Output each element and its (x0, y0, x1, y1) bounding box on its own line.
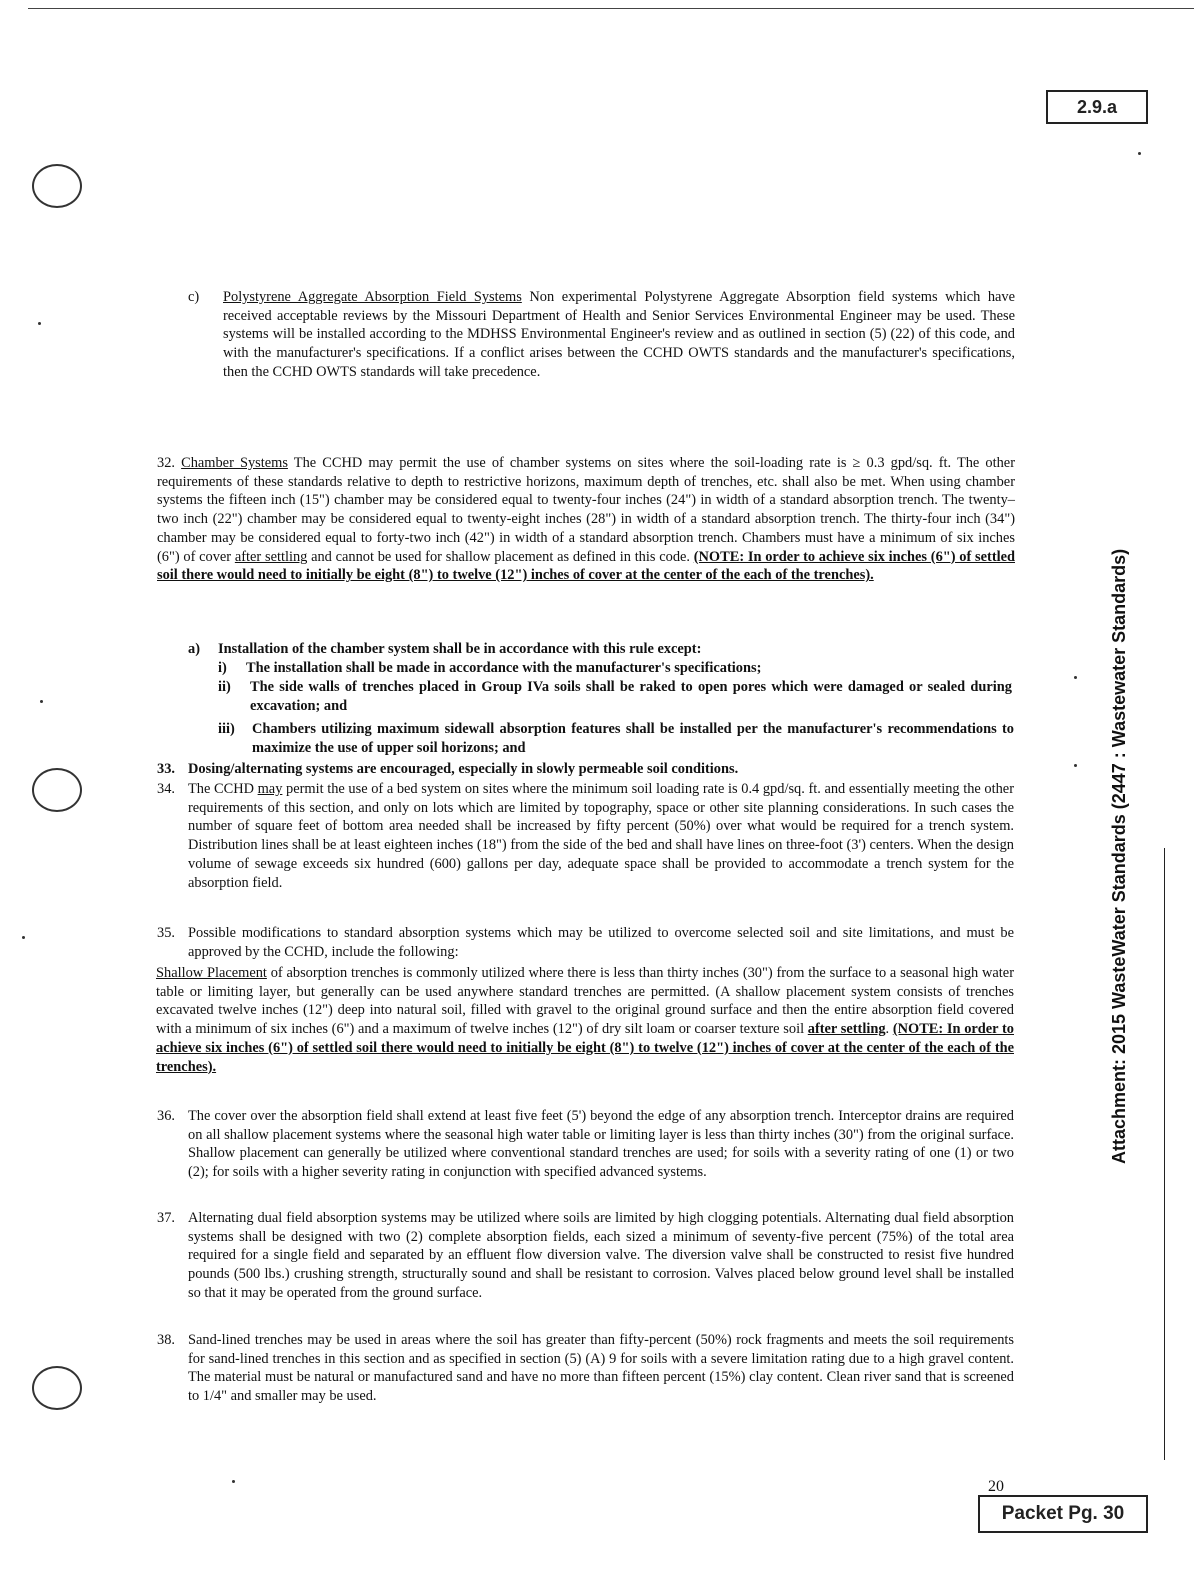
section-36-number: 36. (157, 1108, 175, 1124)
section-32ii-text: The side walls of trenches placed in Group IVa soils shall be raked to open pores which were damaged or sealed during excavation; and (250, 679, 1012, 714)
section-c-text: Non experimental Polystyrene Aggregate Absorption field systems which have received acceptable reviews by the Missouri Department of Health and Senior Services Environmental Engineer may be used. These systems will be installed according to the MDHSS Environmental Engineer's review and as outlined in section (5) (22) of this code, and with the manufacturer's specifications. If a conflict arises between the CCHD OWTS standards and the manufacturer's specifications, then the CCHD OWTS standards will take precedence. (223, 289, 1015, 380)
section-32-heading: Chamber Systems (181, 455, 288, 471)
section-33-text: Dosing/alternating systems are encouraged, especially in slowly permeable soil conditions. (188, 761, 739, 777)
section-32iii-text: Chambers utilizing maximum sidewall absorption features shall be installed per the manufacturer's recommendations to maximize the use of upper soil horizons; and (252, 721, 1014, 756)
section-32-paragraph (157, 454, 1015, 585)
section-c-paragraph (223, 288, 1015, 382)
section-34-text-a: The CCHD (188, 781, 258, 797)
section-34-may: may (257, 781, 283, 797)
shallow-placement-heading: Shallow Placement (156, 965, 267, 981)
section-33-number: 33. (157, 761, 175, 777)
section-32-text-a: The CCHD may permit the use of chamber systems on sites where the soil-loading rate is ≥ 0.3 gpd/sq. ft. The other requirements of these standards relative to depth to restrictive horizons, maximum depth of trenches, etc. shall also be met. When using chamber systems the fifteen inch (15") chamber may be considered equal to twenty-four inches (24") in width of a standard absorption trench. The twenty–two inch (22") chamber may be considered equal to twenty-eight inches (28") in width of a standard absorption trench. The thirty-four inch (34") chamber may be considered equal to forty-two inch (42") in width of a standard absorption trench. Chambers must have a minimum of six inches (6") of cover (157, 455, 1015, 565)
section-c-heading: Polystyrene Aggregate Absorption Field Systems (223, 289, 522, 305)
attachment-sidebar-label: Attachment: 2015 WasteWater Standards (2447 : Wastewater Standards) (1109, 548, 1129, 1164)
section-38-number: 38. (157, 1332, 175, 1348)
section-37-text: Alternating dual field absorption systems may be utilized where soils are limited by high clogging potentials. Alternating dual field absorption systems shall be designed with two (2) complete absorption fields, each sized a minimum of seventy-five percent (75%) of the total area required for a single field and separated by an effluent flow diversion valve. The diversion valve shall be constructed to resist five hundred pounds (500 lbs.) crushing strength, structurally sound and shall be resistant to corrosion. Valves placed below ground level shall be installed so that it may be operated from the ground surface. (188, 1210, 1014, 1301)
packet-page-badge: Packet Pg. 30 (978, 1495, 1148, 1533)
section-32-note: (NOTE: In order to achieve six inches (6") of settled soil there would need to initially be eight (8") to twelve (12") inches of cover at the center of the each of the trenches). (157, 548, 1015, 584)
section-36-text: The cover over the absorption field shall extend at least five feet (5') beyond the edge of any absorption trench. Interceptor drains are required on all shallow placement systems where the seasonal high water table or limiting layer is less than thirty inches (30") from the original surface. Shallow placement can generally be utilized where conventional standard trenches are used; for soils with a severity rating of one (1) or two (2); for soils with a higher severity rating in conjunction with specified advanced systems. (188, 1108, 1014, 1181)
header-badge: 2.9.a (1046, 90, 1148, 124)
item-marker-32i: i) (218, 660, 227, 676)
item-marker-32iii: iii) (218, 721, 235, 737)
section-37-number: 37. (157, 1210, 175, 1226)
shallow-placement-text-b: . (885, 1021, 893, 1038)
section-35-number: 35. (157, 925, 175, 941)
section-32i-text: The installation shall be made in accordance with the manufacturer's specifications; (246, 660, 762, 676)
section-32-text-b: and cannot be used for shallow placement as defined in this code. (307, 548, 694, 565)
section-34-paragraph (188, 780, 1014, 892)
section-32a-text: Installation of the chamber system shall be in accordance with this rule except: (218, 641, 702, 657)
section-32-after-settling: after settling (234, 548, 308, 565)
section-34-number: 34. (157, 781, 175, 797)
item-marker-c: c) (188, 289, 200, 305)
item-marker-32ii: ii) (218, 679, 231, 695)
section-34-text-b: permit the use of a bed system on sites where the minimum soil loading rate is 0.4 gpd/sq. ft. and essentially meeting the other requirements of this section, and only on lots which are limited by topography, space or other site planning considerations. In such cases the number of square feet of bottom area needed shall be increased by fifty percent (50%) over what would be required for a trench system. Distribution lines shall be at least eighteen inches (18") from the side of the bed and shall have lines on three-foot (3') centers. When the design volume of sewage exceeds six hundred (600) gallons per day, adequate space shall be provided to accommodate a trench system for the absorption field. (188, 781, 1014, 891)
section-32-number: 32. (157, 455, 175, 471)
shallow-placement-text-a: of absorption trenches is commonly utilized where there is less than thirty inches (30") from the surface to a seasonal high water table or limiting layer, but generally can be used anywhere standard trenches are permitted. (A shallow placement system consists of trenches excavated twelve inches (12") deep into natural soil, filled with gravel to the original ground surface and then the entire absorption field covered with a minimum of six inches (6") and a maximum of twelve inches (12") of dry silt loam or coarser texture soil (156, 965, 1014, 1038)
shallow-placement-note: (NOTE: In order to achieve six inches (6") of settled soil there would need to initially be eight (8") to twelve (12") inches of cover at the center of the each of the trenches). (156, 1021, 1014, 1075)
section-35-text: Possible modifications to standard absorption systems which may be utilized to overcome selected soil and site limitations, and must be approved by the CCHD, include the following: (188, 925, 1014, 960)
shallow-placement-paragraph (156, 964, 1014, 1076)
item-marker-32a: a) (188, 641, 200, 657)
section-38-text: Sand-lined trenches may be used in areas where the soil has greater than fifty-percent (50%) rock fragments and meets the soil requirements for sand-lined trenches in this section and as specified in section (5) (A) 9 for soils with a severe limitation rating due to a high gravel content. The material must be natural or manufactured sand and have no more than fifteen percent (15%) clay content. Clean river sand that is screened to 1/4" and smaller may be used. (188, 1332, 1014, 1405)
shallow-after-settling: after settling (807, 1021, 886, 1038)
page-number: 20 (988, 1478, 1004, 1495)
